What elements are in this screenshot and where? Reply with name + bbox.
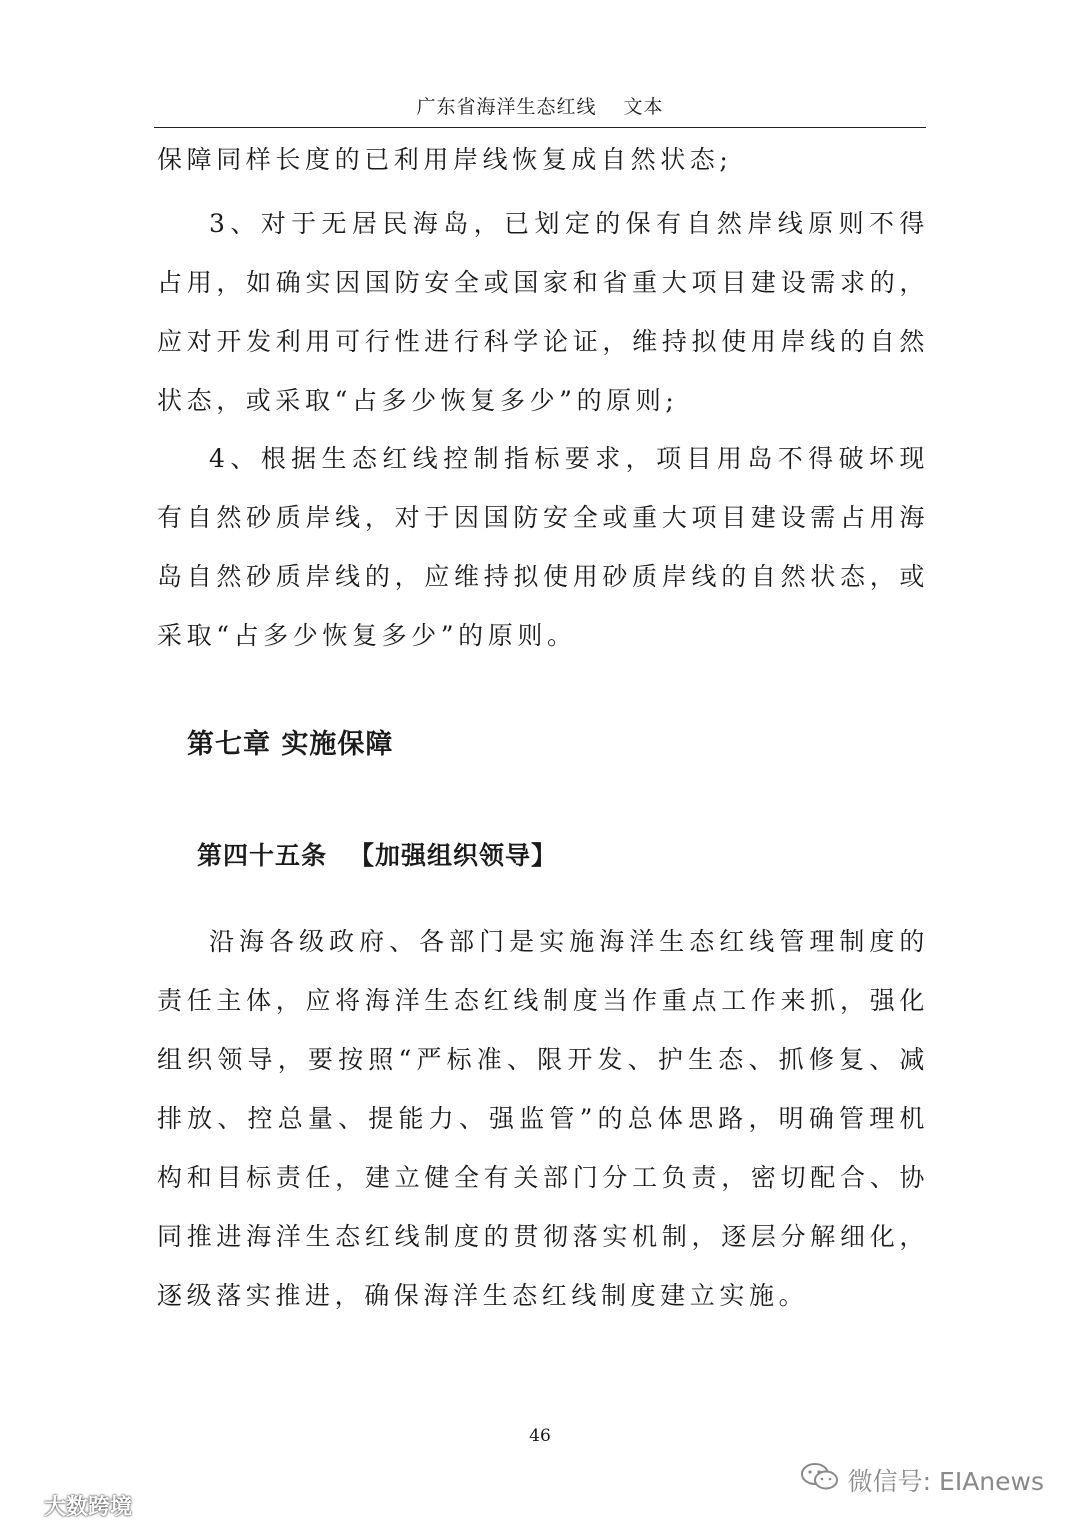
document-header: 广东省海洋生态红线 文本 xyxy=(154,92,926,128)
article-heading xyxy=(197,836,557,872)
weibo-brand-text: 大数跨境 xyxy=(44,1495,133,1520)
paragraph-continuation: 保障同样长度的已利用岸线恢复成自然状态; xyxy=(157,145,733,174)
wechat-watermark xyxy=(800,1462,1044,1498)
weibo-watermark xyxy=(8,1490,132,1521)
weibo-icon xyxy=(8,1491,38,1521)
paragraph-item-3: 3、对于无居民海岛，已划定的保有自然岸线原则不得占用，如确实因国防安全或国家和省重大项目建设需求的，应对开发利用可行性进行科学论证，维持拟使用岸线的自然状态，或采取“占多少恢复多少”的原则; xyxy=(157,209,929,415)
article-number: 第四十五条 xyxy=(197,841,328,870)
article-title: 【加强组织领导】 xyxy=(349,841,558,870)
paragraph-item-4: 4、根据生态红线控制指标要求，项目用岛不得破坏现有自然砂质岸线，对于因国防安全或重大项目建设需占用海岛自然砂质岸线的，应维持拟使用砂质岸线的自然状态，或采取“占多少恢复多少”的原则。 xyxy=(157,444,929,650)
chapter-heading: 第七章 实施保障 xyxy=(187,729,394,760)
page-number: 46 xyxy=(529,1426,551,1446)
wechat-icon xyxy=(800,1462,840,1498)
wechat-id-text: 微信号: EIAnews xyxy=(847,1467,1044,1496)
article-body: 沿海各级政府、各部门是实施海洋生态红线管理制度的责任主体，应将海洋生态红线制度当作重点工作来抓，强化组织领导，要按照“严标准、限开发、护生态、抓修复、减排放、控总量、提能力、强监管”的总体思路，明确管理机构和目标责任，建立健全有关部门分工负责，密切配合、协同推进海洋生态红线制度的贯彻落实机制，逐层分解细化，逐级落实推进，确保海洋生态红线制度建立实施。 xyxy=(157,927,929,1310)
